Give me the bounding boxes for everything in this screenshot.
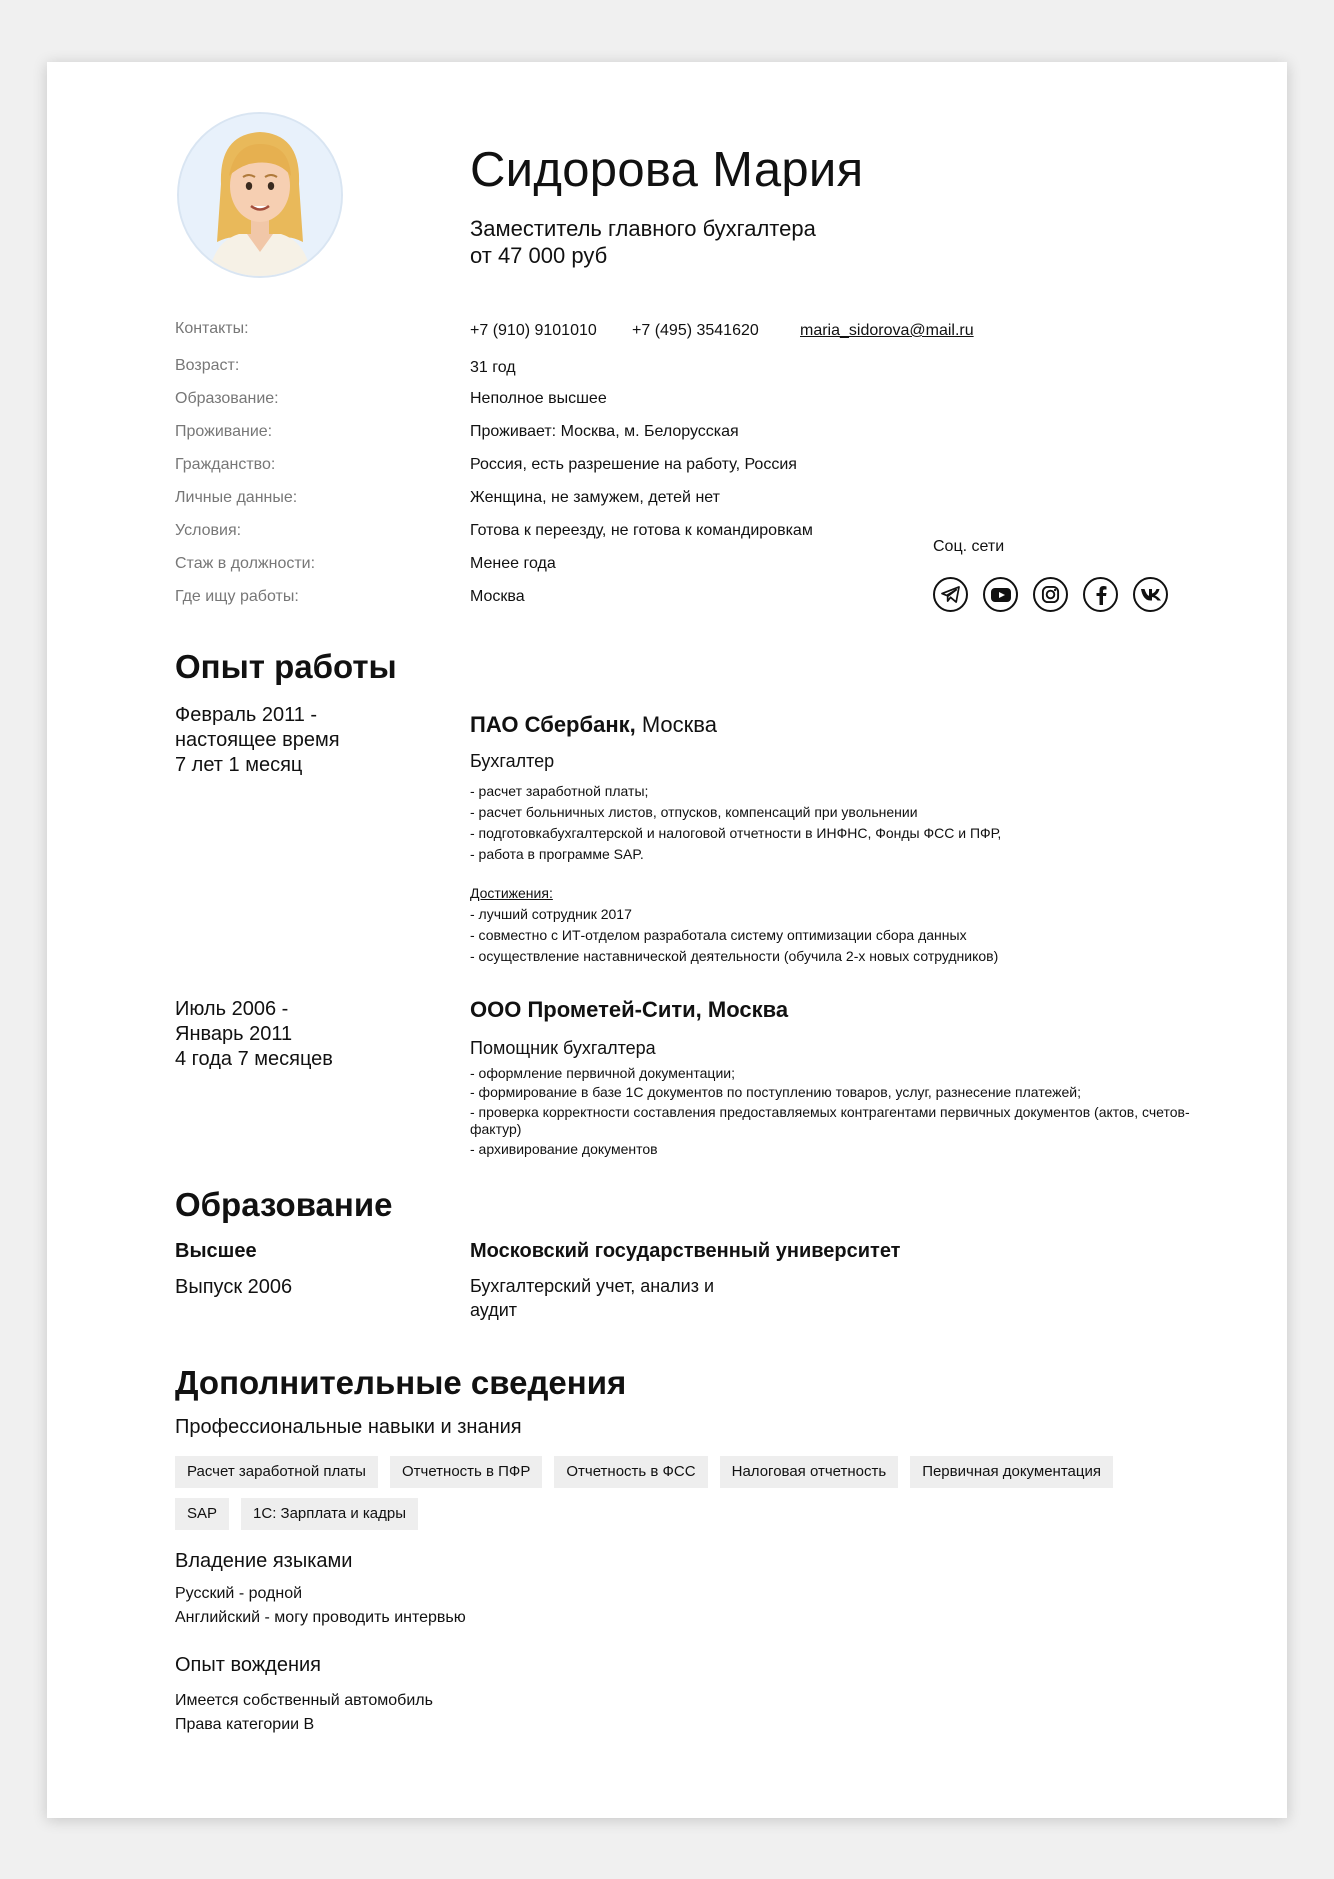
list-item: - подготовкабухгалтерской и налоговой отчетности в ИНФНС, Фонды ФСС и ПФР, [470,825,1002,841]
job2-company: ООО Прометей-Сити, Москва [470,997,789,1022]
vk-icon[interactable] [1133,577,1168,612]
conditions-label: Условия: [175,522,242,539]
education-value: Неполное высшее [470,390,607,407]
job1-role: Бухгалтер [470,751,555,771]
education-title: Образование [175,1186,393,1223]
social-icons [933,577,1168,612]
citizenship-label: Гражданство: [175,456,276,473]
residence-label: Проживание: [175,423,273,440]
skill-tag: Расчет заработной платы [175,1456,378,1488]
candidate-name: Сидорова Мария [470,143,864,197]
list-item: - осуществление наставнической деятельности (обучила 2-х новых сотрудников) [470,948,999,964]
list-item: - лучший сотрудник 2017 [470,906,632,922]
job1-date-start: Февраль 2011 - [175,704,318,726]
job2-date-start: Июль 2006 - [175,998,289,1020]
job1-date-end: настоящее время [175,729,340,751]
skills-title: Профессиональные навыки и знания [175,1416,522,1438]
job1-duties [470,781,1190,865]
list-item: - расчет заработной платы; [470,783,649,799]
job2-duration: 4 года 7 месяцев [175,1048,333,1070]
job2-date-end: Январь 2011 [175,1023,293,1045]
list-item: - архивирование документов [470,1141,658,1157]
job2-dates [175,997,333,1072]
education-level: Высшее [175,1240,257,1262]
languages-title: Владение языками [175,1550,353,1572]
resume-page [47,62,1287,1818]
job-location-label: Где ищу работы: [175,588,299,605]
education-label: Образование: [175,390,279,407]
email-link[interactable]: maria_sidorova@mail.ru [800,322,974,339]
list-item: Английский - могу проводить интервью [175,1609,466,1626]
list-item: Русский - родной [175,1585,303,1602]
specialty: Бухгалтерский учет, анализ и аудит [470,1276,715,1320]
skill-tag: Отчетность в ПФР [390,1456,542,1488]
list-item: - совместно с ИТ-отделом разработала систему оптимизации сбора данных [470,927,967,943]
job1-company-name: ПАО Сбербанк, [470,712,636,737]
education-year: Выпуск 2006 [175,1276,293,1298]
job1-city: Москва [635,712,717,737]
telegram-icon[interactable] [933,577,968,612]
list-item: - расчет больничных листов, отпусков, компенсаций при увольнении [470,804,918,820]
additional-title: Дополнительные сведения [175,1364,627,1401]
youtube-icon[interactable] [983,577,1018,612]
list-item: - проверка корректности составления предоставляемых контрагентами первичных документов (актов, счетов-фактур) [470,1104,1190,1137]
job2-duties [470,1064,1190,1159]
tenure-label: Стаж в должности: [175,555,316,572]
job2-role: Помощник бухгалтера [470,1038,656,1058]
age-label: Возраст: [175,357,240,374]
instagram-icon[interactable] [1033,577,1068,612]
list-item: Имеется собственный автомобиль [175,1692,433,1709]
skill-tag: 1С: Зарплата и кадры [241,1498,418,1530]
driving-list [175,1689,433,1737]
contacts-label: Контакты: [175,320,249,337]
avatar [177,112,343,278]
job1-dates [175,703,340,778]
list-item: - оформление первичной документации; [470,1065,735,1081]
conditions-value: Готова к переезду, не готова к командировкам [470,522,813,539]
personal-label: Личные данные: [175,489,298,506]
university-name: Московский государственный университет [470,1240,901,1262]
skill-tag: Отчетность в ФСС [554,1456,707,1488]
list-item: Права категории B [175,1716,315,1733]
position-block [470,215,816,269]
experience-title: Опыт работы [175,648,397,685]
skills-list [175,1456,1175,1530]
job-location-value: Москва [470,588,525,605]
job1-achievements [470,883,1190,967]
job1-company [470,712,717,738]
facebook-icon[interactable] [1083,577,1118,612]
desired-salary: от 47 000 руб [470,243,608,268]
age-value: 31 год [470,359,516,376]
phone-primary[interactable]: +7 (910) 9101010 [470,322,597,339]
list-item: - формирование в базе 1С документов по поступлению товаров, услуг, разнесение платежей; [470,1084,1082,1100]
citizenship-value: Россия, есть разрешение на работу, Россия [470,456,797,473]
residence-value: Проживает: Москва, м. Белорусская [470,423,739,440]
desired-position: Заместитель главного бухгалтера [470,216,816,241]
skill-tag: Первичная документация [910,1456,1113,1488]
list-item: - работа в программе SAP. [470,846,644,862]
tenure-value: Менее года [470,555,556,572]
personal-value: Женщина, не замужем, детей нет [470,489,720,506]
skill-tag: SAP [175,1498,229,1530]
social-title: Соц. сети [933,538,1005,555]
avatar-illustration [179,114,341,276]
languages-list [175,1582,466,1630]
driving-title: Опыт вождения [175,1654,321,1676]
achievements-title: Достижения: [470,885,553,901]
job1-duration: 7 лет 1 месяц [175,754,303,776]
skill-tag: Налоговая отчетность [720,1456,899,1488]
phone-secondary[interactable]: +7 (495) 3541620 [632,322,759,339]
